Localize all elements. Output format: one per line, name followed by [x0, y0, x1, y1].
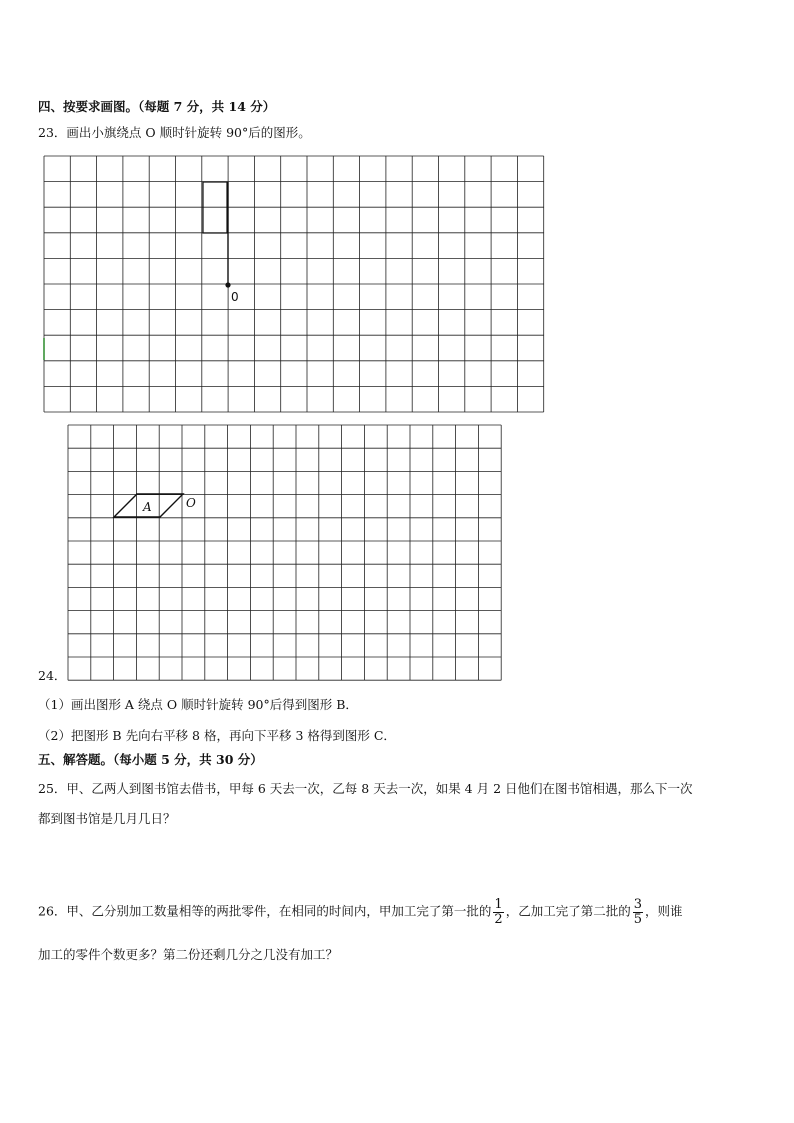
- question-26-line2: 加工的零件个数更多？第二份还剩几分之几没有加工？: [38, 947, 339, 962]
- parallelogram-a: [114, 494, 183, 517]
- shape-a-label: A: [143, 500, 152, 514]
- point-o-label-24: O: [186, 496, 196, 510]
- question-25-line1: 25．甲、乙两人到图书馆去借书，甲每 6 天去一次，乙每 8 天去一次，如果 4 月 2 日他们在图书馆相遇，那么下一次: [38, 781, 693, 796]
- section5-heading: 五、解答题。（每小题 5 分，共 30 分）: [38, 752, 263, 767]
- fraction-1-denominator: 2: [494, 911, 503, 927]
- fraction-one-half: [493, 898, 503, 926]
- question-26-part2: ，乙加工完了第二批的: [505, 903, 631, 919]
- point-o-label-23: 0: [231, 290, 239, 304]
- flag-shape: [203, 182, 227, 233]
- fraction-three-fifths: [633, 898, 643, 926]
- question-26-part3: ，则谁: [645, 903, 683, 919]
- question-23-text: 23．画出小旗绕点 O 顺时针旋转 90°后的图形。: [38, 125, 311, 140]
- fraction-1-numerator: 1: [494, 897, 503, 912]
- question-24-part1: （1）画出图形 A 绕点 O 顺时针旋转 90°后得到图形 B．: [38, 697, 358, 712]
- question-26-part1: 26．甲、乙分别加工数量相等的两批零件，在相同的时间内，甲加工完了第一批的: [38, 903, 492, 919]
- question-25-line2: 都到图书馆是几月几日？: [38, 811, 176, 826]
- fraction-2-denominator: 5: [633, 911, 642, 927]
- point-o-marker: [225, 282, 230, 287]
- question-24-number: 24．: [38, 668, 67, 683]
- fraction-2-numerator: 3: [633, 897, 642, 912]
- question-24-part2: （2）把图形 B 先向右平移 8 格，再向下平移 3 格得到图形 C．: [38, 728, 396, 743]
- question-26-line1: [38, 898, 683, 926]
- section4-heading: 四、按要求画图。（每题 7 分，共 14 分）: [38, 99, 276, 114]
